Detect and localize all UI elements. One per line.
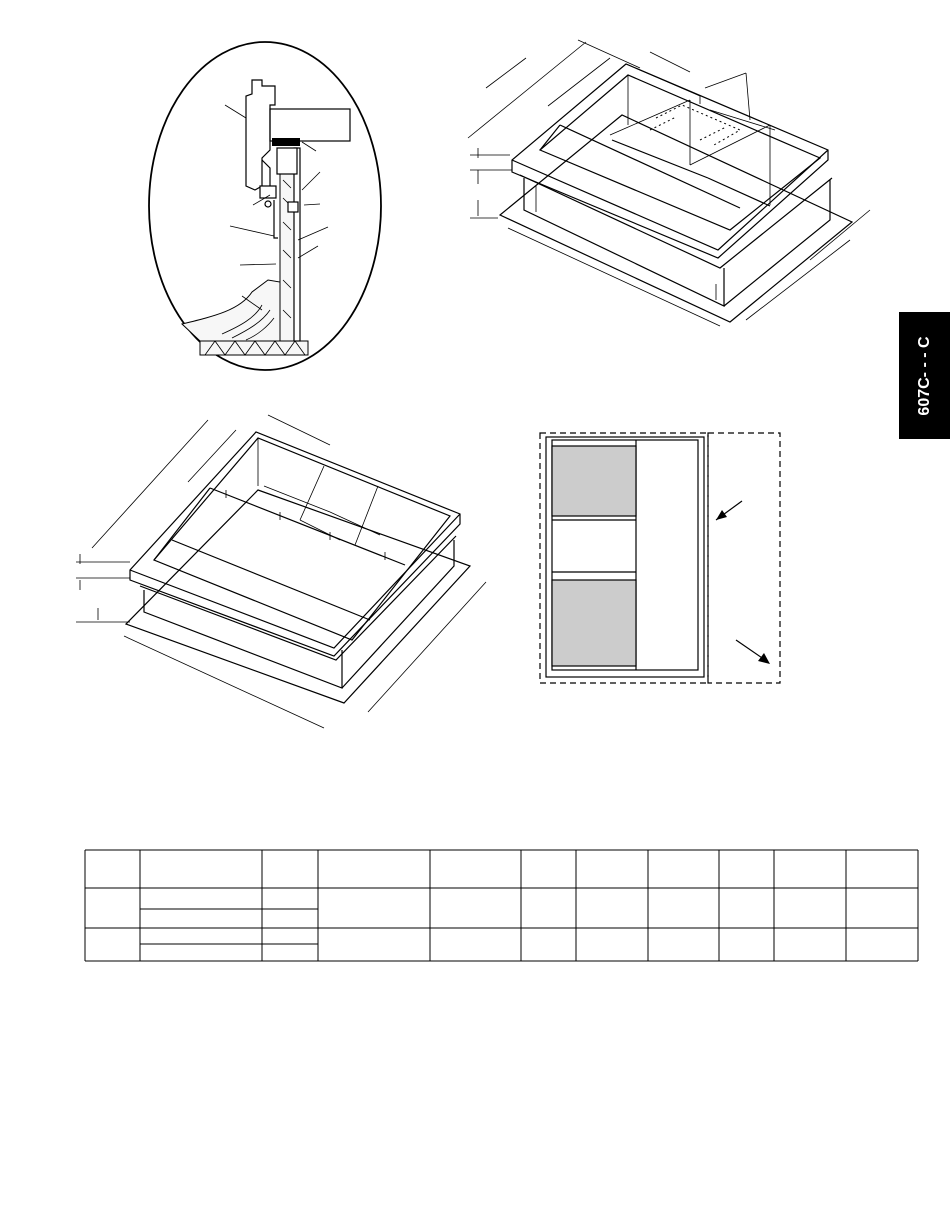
return-opening	[552, 580, 636, 666]
dimension-table	[85, 850, 918, 961]
supply-opening	[552, 446, 636, 516]
curb-flange-large	[500, 115, 852, 322]
unit-base-rail	[270, 109, 350, 141]
cant-strip	[182, 280, 280, 341]
roof-curb-isometric-small	[76, 415, 486, 728]
curb-detail-section	[149, 42, 381, 370]
wood-nailer	[280, 172, 294, 341]
arrow-icon	[758, 653, 770, 664]
arrow-icon	[716, 510, 727, 520]
unit-top-view	[540, 433, 780, 683]
curb-wall	[294, 148, 300, 341]
side-tab-label: 607C- - - C	[915, 335, 933, 416]
roof-curb-isometric-large	[468, 40, 870, 326]
